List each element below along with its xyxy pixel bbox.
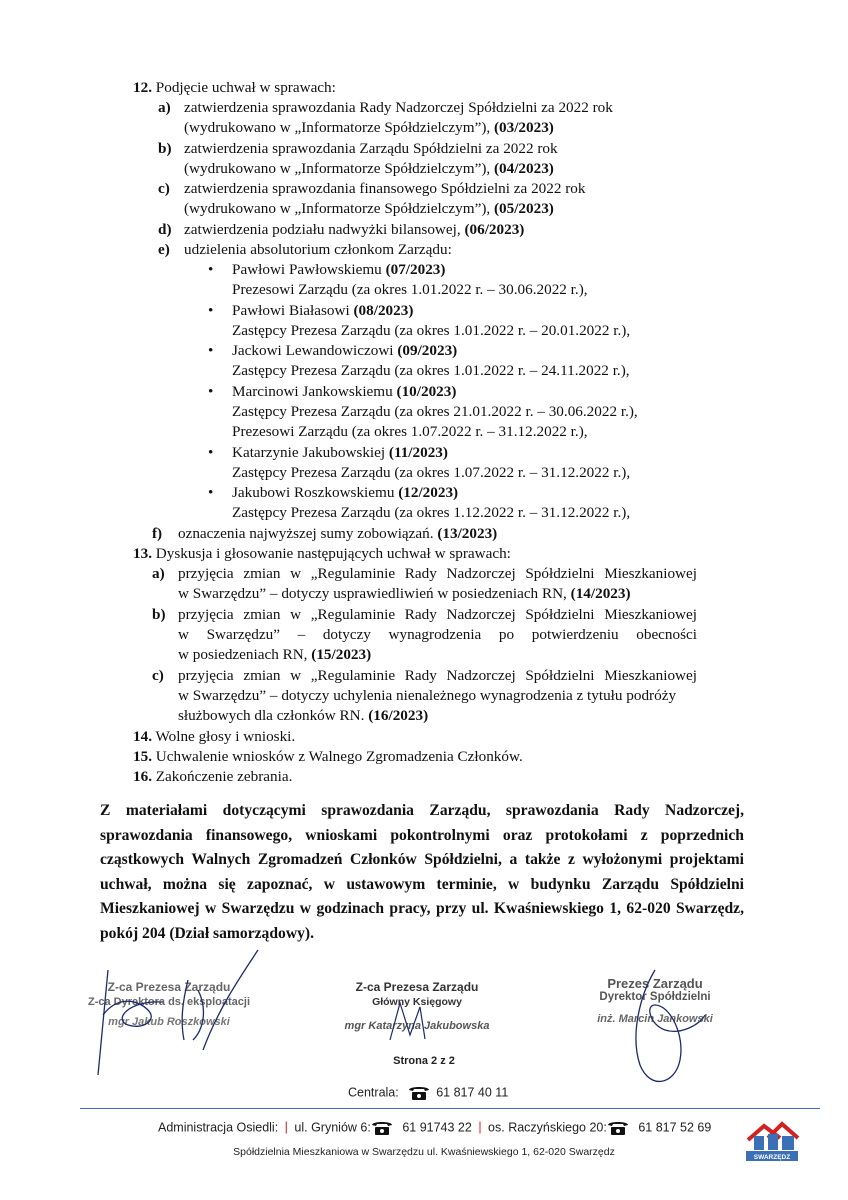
footer-admin: Administracja Osiedli: | ul. Gryniów 6: 61 91743 22 | os. Raczyńskiego 20: 61 817 52 69 <box>158 1120 712 1135</box>
signature-left: Z-ca Prezesa Zarządu Z-ca Dyrektora ds. eksploatacji mgr Jakub Roszkowski <box>87 980 250 1028</box>
agenda-item-12a: a) zatwierdzenia sprawozdania Rady Nadzorczej Spółdzielni za 2022 rok <box>158 99 613 116</box>
agenda-item-12b: b) zatwierdzenia sprawozdania Zarządu Spółdzielni za 2022 rok <box>158 140 558 157</box>
bullet-icon: • <box>208 444 214 461</box>
central-phone: Centrala: 61 817 40 11 <box>348 1085 509 1100</box>
agenda-item-12c: c) zatwierdzenia sprawozdania finansowego Spółdzielni za 2022 rok <box>158 180 586 197</box>
agenda-item-12e: e) udzielenia absolutorium członkom Zarządu: <box>158 241 452 258</box>
phone-icon <box>371 1120 393 1136</box>
agenda-item-13b: b) przyjęcia zmian w „Regulaminie Rady Nadzorczej Spółdzielni Mieszkaniowej <box>152 606 697 623</box>
agenda-item-13c: c) przyjęcia zmian w „Regulaminie Rady Nadzorczej Spółdzielni Mieszkaniowej <box>152 667 697 684</box>
footer-divider <box>80 1108 820 1109</box>
bullet-item: • Jakubowi Roszkowskiemu (12/2023) <box>208 483 458 503</box>
footer-address: Spółdzielnia Mieszkaniowa w Swarzędzu ul. Kwaśniewskiego 1, 62-020 Swarzędz <box>233 1146 615 1158</box>
agenda-item-15: 15. Uchwalenie wniosków z Walnego Zgromadzenia Członków. <box>133 748 523 765</box>
bullet-item: • Pawłowi Białasowi (08/2023) <box>208 301 413 321</box>
agenda-item-16: 16. Zakończenie zebrania. <box>133 768 293 785</box>
agenda-item-12f: f) oznaczenia najwyższej sumy zobowiązań. (13/2023) <box>152 525 498 542</box>
materials-notice: Z materiałami dotyczącymi sprawozdania Zarządu, sprawozdania Rady Nadzorczej, sprawozdania finansowego, wnioskami pokontrolnymi oraz protokołami z poprzednich cząstkowych Walnych Zgromadzeń Członków Spółdzielni, a także z wyłożonymi projektami uchwał, można się zapoznać, w ustawowym terminie, w budynku Zarządu Spółdzielni Mieszkaniowej w Swarzędzu w godzinach pracy, przy ul. Kwaśniewskiego 1, 62-020 Swarzędz, pokój 204 (Dział samorządowy). <box>100 802 744 942</box>
signature-scribble-center <box>385 995 445 1045</box>
agenda-item-12: 12. Podjęcie uchwał w sprawach: <box>133 79 336 96</box>
agenda-item-13: 13. Dyskusja i głosowanie następujących uchwał w sprawach: <box>133 545 511 562</box>
phone-icon <box>408 1085 430 1101</box>
agenda-item-14: 14. Wolne głosy i wnioski. <box>133 728 296 745</box>
page-number: Strona 2 z 2 <box>393 1055 455 1067</box>
bullet-item: • Marcinowi Jankowskiemu (10/2023) <box>208 382 456 402</box>
bullet-item: • Jackowi Lewandowiczowi (09/2023) <box>208 341 457 361</box>
agenda-item-12d: d) zatwierdzenia podziału nadwyżki bilansowej, (06/2023) <box>158 221 525 238</box>
bullet-icon: • <box>208 383 214 400</box>
svg-text:SWARZĘDZ: SWARZĘDZ <box>753 1154 791 1161</box>
bullet-icon: • <box>208 342 214 359</box>
signature-right: Prezes Zarządu Dyrektor Spółdzielni inż. Marcin Jankowski <box>597 976 713 1025</box>
signature-center: Z-ca Prezesa Zarządu Główny Księgowy mgr Katarzyna Jakubowska <box>344 980 490 1032</box>
bullet-item: • Pawłowi Pawłowskiemu (07/2023) <box>208 260 445 280</box>
bullet-item: • Katarzynie Jakubowskiej (11/2023) <box>208 443 448 463</box>
swarzedz-logo-icon <box>742 1118 802 1164</box>
phone-icon <box>607 1120 629 1136</box>
agenda-item-13a: a) przyjęcia zmian w „Regulaminie Rady Nadzorczej Spółdzielni Mieszkaniowej <box>152 565 697 582</box>
signature-scribble-right <box>625 965 715 1095</box>
bullet-icon: • <box>208 484 214 501</box>
bullet-icon: • <box>208 302 214 319</box>
bullet-icon: • <box>208 261 214 278</box>
document-page: 12. Podjęcie uchwał w sprawach: a) zatwierdzenia sprawozdania Rady Nadzorczej Spółdzielni za 2022 rok (wydrukowano w „Informatorze Spółdzielczym”), (03/2023) b) zatwierdzenia sprawozdania Zarządu Spółdzielni za 2022 rok (wydrukowano w „Informatorze Spółdzielczym”), (04/2023) c) zatwierdzenia sprawozdania finansowego Spółdzielni za 2022 rok (wydrukowano w „Informatorze Spółdzielczym”), (05/2023) d) zatwierdzenia podziału nadwyżki bilansowej, (06/2023) e) udzielenia absolutorium członkom Zarządu: • Pawłowi Pawłowskiemu (07/2023) Prezesowi Zarządu (za okres 1.01.2022 r. – 30.06.2022 r.), • Pawłowi Białasowi (08/2023) Zastępcy Prezesa Zarządu (za okres 1.01.2022 r. – 20.01.2022 r.), • Jackowi Lewandowiczowi (09/2023) Zastępcy Prezesa Zarządu (za okres 1.01.2022 r. – 24.11.2022 r.), • Marcinowi Jankowskiemu (10/2023) Zastępcy Prezesa Zarządu (za okres 21.01.2022 r. – 30.06.2022 r.), Prezesowi Zarządu (za okres 1.07.2022 r. – 31.12.2022 r.), • Katarzynie Jakubowskiej (11/2023) Zastępcy Prezesa Zarządu (za okres 1.07.2022 r. – 31.12.2022 r.), • Jakubowi Roszkowskiemu (12/2023) Zastępcy Prezesa Zarządu (za okres 1.12.2022 r. – 31.12.2022 r.), f) oznaczenia najwyższej sumy zobowiązań. (13/2023) 13. Dyskusja i głosowanie następujących uchwał w sprawach: a) przyjęcia zmian w „Regulaminie Rady Nadzorczej Spółdzielni Mieszkaniowej w Swarzędzu” – dotyczy usprawiedliwień w posiedzeniach RN, (14/2023) b) przyjęcia zmian w „Regulaminie Rady Nadzorczej Spółdzielni Mieszkaniowej w Swarzędzu” – dotyczy wynagrodzenia po potwierdzeniu obecności w posiedzeniach RN, (15/2023) c) przyjęcia zmian w „Regulaminie Rady Nadzorczej Spółdzielni Mieszkaniowej w Swarzędzu” – dotyczy uchylenia nienależnego wynagrodzenia z tytułu podróży służbowych dla członków RN. (16/2023) 14. Wolne głosy i wnioski. 15. Uchwalenie wniosków z Walnego Zgromadzenia Członków. 16. Zakończenie zebrania. Z materiałami dotyczącymi sprawozdania Zarządu, sprawozdania Rady Nadzorczej, sprawozdania finansowego, wnioskami pokontrolnymi oraz protokołami z poprzednich cząstkowych Walnych Zgromadzeń Członków Spółdzielni, a także z wyłożonymi projektami uchwał, można się zapoznać, w ustawowym terminie, w budynku Zarządu Spółdzielni Mieszkaniowej w Swarzędzu w godzinach pracy, przy ul. Kwaśniewskiego 1, 62-020 Swarzędz, pokój 204 (Dział samorządowy). Z-ca Prezesa Zarządu Z-ca Dyrektora ds. eksploatacji mgr Jakub Roszkowski Z-ca Prezesa Zarządu Główny Księgowy mgr Katarzyna Jakubowska Prezes Zarządu Dyrektor Spółdzielni inż. Marcin Jankowski Strona 2 z 2 Centrala: 61 817 40 11 Administracja Osiedli: | ul. Gryniów 6: 61 91743 22 | os. Raczyńskiego 20: 61 817 52 69 Spółdzielnia Mieszkaniowa w Swarzędzu ul. Kwaśniewskiego 1, 62-020 Swarzędz SWARZĘDZ <box>0 0 848 1200</box>
